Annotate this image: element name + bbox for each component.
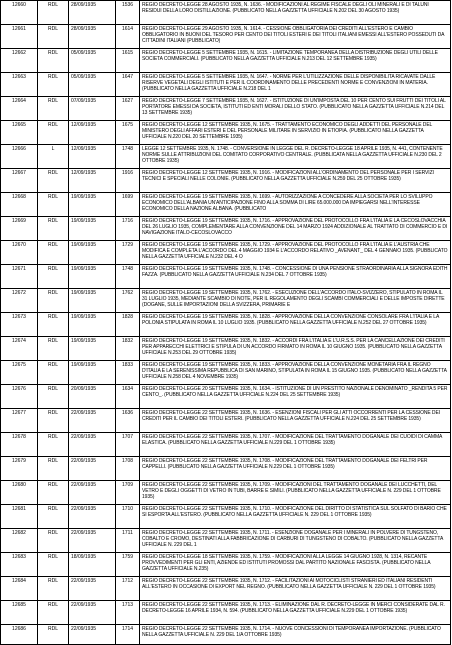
act-date (69, 457, 116, 481)
act-date (69, 337, 116, 361)
row-number-text: 12664 (12, 98, 26, 104)
row-number (1, 361, 38, 385)
act-code (116, 1, 140, 25)
act-date (69, 625, 116, 645)
act-code-text: 1762 (121, 290, 134, 296)
act-date (69, 265, 116, 289)
table-row (1, 25, 451, 49)
act-code (116, 577, 140, 601)
act-description-text: REGIO DECRETO-LEGGE 22 SETTEMBRE 1935, N. 1713. - ELIMINAZIONE DAL R. DECRETO-LEGGE IN MERCI CONSIDERATE DAL R. DECRETO-LEGGE 16 APRILE 1934, N. 594. (PUBBLICATO NELLA GAZZETTA UFFICIALE N.229 DEL 1 OTTOBRE 1935) (142, 602, 445, 614)
act-type (38, 193, 69, 217)
act-date (69, 121, 116, 145)
act-description (140, 265, 451, 289)
act-type-text: L (51, 146, 55, 152)
act-date (69, 313, 116, 337)
act-type-text: RDL (47, 506, 58, 512)
row-number (1, 145, 38, 169)
act-date-text: 22/09/1935 (71, 602, 97, 608)
act-type-text: RDL (47, 266, 58, 272)
act-type-text: RDL (47, 122, 58, 128)
act-type-text: RDL (47, 554, 58, 560)
act-date (69, 529, 116, 553)
act-description (140, 97, 451, 121)
act-description (140, 385, 451, 409)
table-row (1, 193, 451, 217)
act-type-text: RDL (47, 602, 58, 608)
act-type-text: RDL (47, 626, 58, 632)
act-date-text: 19/09/1935 (71, 362, 97, 368)
act-description-text: REGIO DECRETO-LEGGE 5 SETTEMBRE 1935, N. 1647. - NORME PER L'UTILIZZAZIONE DELLE DISPONIBILITA RICAVATE DALLE RISERVE VEGETALI DEGLI ISTITUTI E PER IL COORDINAMENTO DELLE PRECEDENTI NORME E CONVENZIONI IN MATERIA. (PUBBLICATO NELLA GAZZETTA UFFICIALE N.218 DEL 1 (142, 74, 436, 92)
act-code (116, 289, 140, 313)
act-description-text: REGIO DECRETO-LEGGE 12 SETTEMBRE 1935, N. 1916. - MODIFICAZIONI ALL'ORDINAMENTO DEL PERSONALE PER I SERVIZI TECNICI E SPECIALI NELLE COLONIE. (PUBBLICATO NELLA GAZZETTA UFFICIALE N.259 DEL 25 OTTOBRE 1935) (142, 170, 434, 182)
act-date-text: 18/09/1935 (71, 554, 97, 560)
act-date-text: 22/09/1935 (71, 482, 97, 488)
act-type (38, 409, 69, 433)
act-date-text: 12/09/1935 (71, 122, 97, 128)
table-row (1, 481, 451, 505)
act-code (116, 601, 140, 625)
act-type-text: RDL (47, 50, 58, 56)
table-row (1, 241, 451, 265)
act-code-text: 1759 (121, 554, 134, 560)
row-number-text: 12684 (12, 578, 26, 584)
table-row (1, 361, 451, 385)
row-number (1, 505, 38, 529)
act-description-text: REGIO DECRETO-LEGGE 22 SETTEMBRE 1935, N. 1710. - MODIFICAZIONE DEL DIRITTO DI STATISTICA SUL SOLFATO DI BARIO CHE SI ESPORTA ALL'ESTERO. (PUBBLICATO NELLA GAZZETTA UFFICIALE N. 229 DEL 1 OTTOBRE 1935) (142, 506, 447, 518)
row-number-text: 12679 (12, 458, 26, 464)
act-description-text: REGIO DECRETO-LEGGE 19 SETTEMBRE 1935, N. 1748. - CONCESSIONE DI UNA PENSIONE STRAORDINARIA ALLA SIGNORA EDITH FAZZA. (PUBBLICATO NELLA GAZZETTA UFFICIALE N.234 DEL 7 OTTOBRE 1935) (142, 266, 448, 278)
row-number-text: 12673 (12, 314, 26, 320)
act-description (140, 625, 451, 645)
act-date (69, 49, 116, 73)
row-number-text: 12674 (12, 338, 26, 344)
act-type (38, 553, 69, 577)
row-number (1, 457, 38, 481)
act-date-text: 22/09/1935 (71, 506, 97, 512)
act-type-text: RDL (47, 194, 58, 200)
act-description (140, 145, 451, 169)
act-type (38, 385, 69, 409)
table-row (1, 553, 451, 577)
table-row (1, 457, 451, 481)
act-description-text: REGIO DECRETO-LEGGE 18 SETTEMBRE 1935, N. 1759. - MODIFICAZIONI ALLA LEGGE 14 GIUGNO 1928, N. 1314, RECANTE PROVVEDIMENTI PER GLI ENTI, AZIENDE ED ISTITUTI PROMOSSI DAL PARTITO NAZIONALE FASCISTA. (PUBBLICATO NELLA GAZZETTA UFFICIALE N.235) (142, 554, 431, 572)
act-type (38, 337, 69, 361)
act-type (38, 217, 69, 241)
act-date (69, 145, 116, 169)
row-number-text: 12676 (12, 386, 26, 392)
act-code-text: 1636 (121, 410, 134, 416)
act-code (116, 337, 140, 361)
table-row (1, 289, 451, 313)
act-code-text: 1716 (121, 218, 134, 224)
act-type (38, 169, 69, 193)
table-row (1, 169, 451, 193)
act-date (69, 409, 116, 433)
row-number-text: 12670 (12, 242, 26, 248)
act-type-text: RDL (47, 170, 58, 176)
row-number (1, 313, 38, 337)
act-description (140, 313, 451, 337)
row-number-text: 12660 (12, 2, 26, 8)
act-date (69, 217, 116, 241)
act-date-text: 22/09/1935 (71, 626, 97, 632)
act-type (38, 1, 69, 25)
act-date-text: 19/09/1935 (71, 338, 97, 344)
act-type (38, 145, 69, 169)
table-row (1, 145, 451, 169)
act-code-text: 1710 (121, 506, 134, 512)
act-date (69, 481, 116, 505)
act-description (140, 433, 451, 457)
row-number (1, 625, 38, 645)
act-description-text: LEGGE 12 SETTEMBRE 1935, N. 1748. - CONVERSIONE IN LEGGE DEL R. DECRETO-LEGGE 18 APRILE 1935, N. 441, CONTENENTE NORME SULLE ATTRIBUZIONI DEL COMITATO CORPORATIVO CENTRALE. (PUBBLICATA NELLA GAZZETTA UFFICIALE N.230 DEL 2 OTTOBRE 1935) (142, 146, 443, 164)
row-number-text: 12677 (12, 410, 26, 416)
act-code (116, 409, 140, 433)
act-type-text: RDL (47, 218, 58, 224)
table-row (1, 121, 451, 145)
act-date-text: 22/09/1935 (71, 458, 97, 464)
act-description-text: REGIO DECRETO-LEGGE 22 SETTEMBRE 1935, N. 1708. - MODIFICAZIONE DEL TRATTAMENTO DOGANALE DEI FELTRI PER CAPPELLI. (PUBBLICATO NELLA GAZZETTA UFFICIALE N.229 DEL 1 OTTOBRE 1935) (142, 458, 428, 470)
act-code-text: 1729 (121, 242, 134, 248)
act-type (38, 601, 69, 625)
act-code (116, 241, 140, 265)
act-date-text: 19/09/1935 (71, 266, 97, 272)
table-row (1, 529, 451, 553)
act-description-text: REGIO DECRETO-LEGGE 22 SETTEMBRE 1935, N. 1712. - FACILITAZIONI AI MOTOCICLISTI STRANIERI ED ITALIANI RESIDENTI ALL'ESTERO IN OCCASIONE DI EXPORT NEL REGNO. (PUBBLICATO NELLA GAZZETTA UFFICIALE N. 229 DEL 1 OTTOBRE 1935) (142, 578, 436, 590)
act-date-text: 19/09/1935 (71, 242, 97, 248)
act-description-text: REGIO DECRETO-LEGGE 22 SETTEMBRE 1935, N. 1714. - NUOVE CONCESSIONI DI TEMPORANEA IMPORTAZIONE. (PUBBLICATO NELLA GAZZETTA UFFICIALE N. 229 DEL 1/A OTTOBRE 1935) (142, 626, 441, 638)
act-description (140, 361, 451, 385)
table-row (1, 265, 451, 289)
act-date (69, 193, 116, 217)
act-type-text: RDL (47, 434, 58, 440)
act-description (140, 73, 451, 97)
row-number (1, 577, 38, 601)
act-code (116, 361, 140, 385)
act-date (69, 1, 116, 25)
row-number (1, 529, 38, 553)
act-date-text: 22/09/1935 (71, 530, 97, 536)
act-type-text: RDL (47, 314, 58, 320)
act-type (38, 361, 69, 385)
act-date (69, 97, 116, 121)
act-date-text: 19/09/1935 (71, 290, 97, 296)
act-code (116, 505, 140, 529)
row-number (1, 25, 38, 49)
table-row (1, 97, 451, 121)
act-code-text: 1832 (121, 338, 134, 344)
row-number-text: 12682 (12, 530, 26, 536)
act-type (38, 25, 69, 49)
act-code (116, 145, 140, 169)
act-date (69, 73, 116, 97)
act-type (38, 49, 69, 73)
table-row (1, 505, 451, 529)
act-description (140, 409, 451, 433)
act-type-text: RDL (47, 26, 58, 32)
act-code-text: 1828 (121, 314, 134, 320)
act-type (38, 73, 69, 97)
act-code (116, 481, 140, 505)
act-code (116, 217, 140, 241)
row-number (1, 217, 38, 241)
act-description (140, 289, 451, 313)
act-type (38, 97, 69, 121)
act-date (69, 385, 116, 409)
act-code-text: 1833 (121, 362, 134, 368)
act-type-text: RDL (47, 2, 58, 8)
act-description-text: REGIO DECRETO-LEGGE 29 AGOSTO 1935, N. 1614. - CESSIONE OBBLIGATORIA DEI CREDITI ALL'ESTERO E CAMBIO OBBLIGATORIO IN BUONI DEL TESORO PER CENTO DEI TITOLI ESTERI E DEI TITOLI ITALIANI EMESSI ALL'ESTERO POSSEDUTI DA CITTADINI ITALIANI (PUBBLICATO) (142, 26, 445, 44)
act-type (38, 433, 69, 457)
act-description (140, 25, 451, 49)
act-date-text: 22/09/1935 (71, 578, 97, 584)
act-code-text: 1707 (121, 434, 134, 440)
act-description-text: REGIO DECRETO-LEGGE 19 SETTEMBRE 1935, N. 1729. - APPROVAZIONE DEL PROTOCOLLO FRA L'ITALIA E L'AUSTRIA CHE MODIFICA E COMPLETA L'ACCORDO DEL 4 MAGGIO 1934 E L'ACCORDO RELATIVO _AVENANT_ DEL 4 GENNAIO 1935. (PUBBLICATO NELLA GAZZETTA UFFICIALE N.232 DEL 4 O (142, 242, 448, 260)
act-description (140, 457, 451, 481)
act-date-text: 07/09/1935 (71, 98, 97, 104)
row-number (1, 193, 38, 217)
act-description (140, 505, 451, 529)
act-type-text: RDL (47, 74, 58, 80)
act-description-text: REGIO DECRETO-LEGGE 5 SETTEMBRE 1935, N. 1615. - LIMITAZIONE TEMPORANEA DELLA DISTRIBUZIONE DEGLI UTILI DELLE SOCIETA COMMERCIALI. (PUBBLICATO NELLA GAZZETTA UFFICIALE N.213 DEL 12 SETTEMBRE 1935) (142, 50, 438, 62)
row-number (1, 385, 38, 409)
act-code (116, 97, 140, 121)
act-date-text: 12/09/1935 (71, 170, 97, 176)
act-date-text: 28/09/1935 (71, 26, 97, 32)
act-code (116, 433, 140, 457)
act-description (140, 529, 451, 553)
table-row (1, 217, 451, 241)
act-type (38, 625, 69, 645)
act-code-text: 1614 (121, 26, 134, 32)
row-number-text: 12669 (12, 218, 26, 224)
act-type (38, 241, 69, 265)
act-description-text: REGIO DECRETO-LEGGE 20 SETTEMBRE 1935, N. 1634. - ISTITUZIONE DI UN PRESTITO NAZIONALE DENOMINATO _RENDITA 5 PER CENTO_. (PUBBLICATO NELLA GAZZETTA UFFICIALE N.224 DEL 25 SETTEMBRE 1935) (142, 386, 448, 398)
act-code (116, 169, 140, 193)
act-type-text: RDL (47, 458, 58, 464)
act-description-text: REGIO DECRETO-LEGGE 19 SETTEMBRE 1935, N. 1716. - APPROVAZIONE DEL PROTOCOLLO FRA L'ITALIA E LA CECOSLOVACCHIA DEL 26 LUGLIO 1935, COMPLEMENTARE ALLA CONVENZIONE DEL 14 MARZO 1924 ADDIZIONALE AL TRATTATO DI COMMERCIO E DI NAVIGAZIONE ITALO-CECOSLOVACCO (142, 218, 448, 236)
act-code (116, 313, 140, 337)
row-number (1, 169, 38, 193)
row-number-text: 12678 (12, 434, 26, 440)
row-number-text: 12671 (12, 266, 26, 272)
act-date (69, 505, 116, 529)
act-description-text: REGIO DECRETO-LEGGE 28 AGOSTO 1935, N. 1636. - MODIFICAZIONI AL REGIME FISCALE DEGLI OLI MINERALI E DI TALUNI RESIDUI DELLA LORO DISTILLAZIONE. (PUBBLICATO NELLA GAZZETTA UFFICIALE N.202 DEL 30 AGOSTO 1935) (142, 2, 429, 14)
row-number (1, 553, 38, 577)
act-type (38, 313, 69, 337)
act-description (140, 577, 451, 601)
row-number-text: 12686 (12, 626, 26, 632)
act-code-text: 1916 (121, 170, 134, 176)
row-number-text: 12666 (12, 146, 26, 152)
act-code (116, 49, 140, 73)
act-code (116, 73, 140, 97)
act-date-text: 19/09/1935 (71, 194, 97, 200)
act-date (69, 553, 116, 577)
row-number-text: 12667 (12, 170, 26, 176)
act-description-text: REGIO DECRETO-LEGGE 19 SETTEMBRE 1935, N. 1699. - AUTORIZZAZIONE A CONCEDERE ALLA SOCIETA PER LO SVILUPPO ECONOMICO DELL'ALBANIA UN'ANTICIPAZIONE FINO ALLA SOMMA DI LIRE 65.000.000 DA IMPIEGARSI NELL'INTERESSE ECONOMICO DELLA NAZIONE ALBANA. (PUBBLICATO (142, 194, 433, 212)
act-code (116, 625, 140, 645)
act-type-text: RDL (47, 482, 58, 488)
act-type (38, 289, 69, 313)
act-date (69, 577, 116, 601)
act-description (140, 217, 451, 241)
act-description-text: REGIO DECRETO-LEGGE 19 SETTEMBRE 1935, N. 1828. - APPROVAZIONE DELLA CONVENZIONE CONSOLARE FRA L'ITALIA E LA POLONIA STIPULATA IN ROMA IL 10 LUGLIO 1935. (PUBBLICATO NELLA GAZZETTA UFFICIALE N.252 DEL 27 OTTOBRE 1935) (142, 314, 439, 326)
act-description (140, 337, 451, 361)
row-number (1, 601, 38, 625)
act-code-text: 1713 (121, 602, 134, 608)
row-number-text: 12661 (12, 26, 26, 32)
act-date-text: 12/09/1935 (71, 146, 97, 152)
act-date (69, 601, 116, 625)
act-date-text: 19/09/1935 (71, 218, 97, 224)
act-code (116, 121, 140, 145)
table-row (1, 433, 451, 457)
act-description-text: REGIO DECRETO-LEGGE 22 SETTEMBRE 1935, N. 1709. - MODIFICAZIONI DEL TRATTAMENTO DOGANALE DEI LUCCHETTI, DEL VETRO E DEGLI OGGETTI DI VETRO IN TUBI, BARRE E SIMILI. (PUBBLICATO NELLA GAZZETTA UFFICIALE N. 229 DEL 1 OTTOBRE 1935) (142, 482, 441, 500)
row-number-text: 12680 (12, 482, 26, 488)
row-number-text: 12672 (12, 290, 26, 296)
row-number (1, 121, 38, 145)
row-number-text: 12668 (12, 194, 26, 200)
act-date-text: 22/09/1935 (71, 410, 97, 416)
act-code-text: 1699 (121, 194, 134, 200)
act-code-text: 1714 (121, 626, 134, 632)
act-code-text: 1634 (121, 386, 134, 392)
act-type-text: RDL (47, 386, 58, 392)
act-date (69, 361, 116, 385)
table-row (1, 601, 451, 625)
row-number (1, 73, 38, 97)
act-code-text: 1647 (121, 74, 134, 80)
table-row (1, 313, 451, 337)
act-type-text: RDL (47, 578, 58, 584)
act-description (140, 601, 451, 625)
act-description-text: REGIO DECRETO-LEGGE 22 SETTEMBRE 1935, N. 1636. - ESENZIONI FISCALI PER GLI ATTI OCCORRENTI PER LA CESSIONE DEI CREDITI PER IL CAMBIO DEI TITOLI ESTERI. (PUBBLICATO NELLA GAZZETTA UFFICIALE N.224 DEL 25 SETTEMBRE 1935) (142, 410, 440, 422)
table-row (1, 1, 451, 25)
act-code (116, 265, 140, 289)
row-number (1, 1, 38, 25)
table-row (1, 73, 451, 97)
act-type-text: RDL (47, 242, 58, 248)
act-type (38, 481, 69, 505)
row-number (1, 481, 38, 505)
act-code-text: 1712 (121, 578, 134, 584)
act-date (69, 169, 116, 193)
act-code (116, 25, 140, 49)
act-code-text: 1708 (121, 458, 134, 464)
act-description (140, 193, 451, 217)
row-number (1, 265, 38, 289)
act-date (69, 241, 116, 265)
act-code-text: 1748 (121, 146, 134, 152)
act-date (69, 433, 116, 457)
act-description-text: REGIO DECRETO-LEGGE 12 SETTEMBRE 1935, N. 1675. - TRATTAMENTO ECONOMICO DEGLI ADDETTI DEL PERSONALE DEL MINISTERO DEGLI AFFARI ESTERI E DEL PERSONALE MILITARE IN SERVIZIO IN ETIOPIA. (PUBBLICATO NELLA GAZZETTA UFFICIALE N.220 DEL 20 SETTEMBRE 1935) (142, 122, 433, 140)
act-code-text: 1711 (122, 530, 133, 536)
act-date-text: 20/09/1935 (71, 386, 97, 392)
row-number-text: 12663 (12, 74, 26, 80)
act-type (38, 529, 69, 553)
act-description-text: REGIO DECRETO-LEGGE 19 SETTEMBRE 1935, N. 1832. - ACCORDI FRA L'ITALIA E L'U.R.S.S. PER LA CANCELLAZIONE DEI CREDITI PER APPARECCHI ELETTRICI E STIPULA DI UN ACCORDO FIRMATO IN ROMA IL 10 GIUGNO 1935. (PUBBLICATO NELLA GAZZETTA UFFICIALE N.253 DEL 29 OTTOBRE 1935) (142, 338, 445, 356)
act-code-text: 1615 (121, 50, 134, 56)
act-date-text: 19/09/1935 (71, 314, 97, 320)
act-date-text: 05/09/1935 (71, 74, 97, 80)
act-description (140, 553, 451, 577)
act-description-text: REGIO DECRETO-LEGGE 22 SETTEMBRE 1935, N. 1711. - ESENZIONE DOGANALE PER I MINERALI IN POLVERE DI TUNGSTENO, COBALTO E CROMO, DESTINATI ALLA FABBRICAZIONE DI CARBURI DI TUNGSTENO DI COBALTO. (PUBBLICATO NELLA GAZZETTA UFFICIALE N. 229 DEL 1 (142, 530, 443, 548)
row-number-text: 12665 (12, 122, 26, 128)
act-type (38, 505, 69, 529)
row-number (1, 409, 38, 433)
act-type (38, 121, 69, 145)
act-type-text: RDL (47, 290, 58, 296)
act-description (140, 121, 451, 145)
act-date-text: 05/09/1935 (71, 50, 97, 56)
act-date-text: 22/09/1935 (71, 434, 97, 440)
row-number (1, 289, 38, 313)
row-number (1, 337, 38, 361)
table-row (1, 337, 451, 361)
row-number-text: 12685 (12, 602, 26, 608)
row-number (1, 49, 38, 73)
act-date (69, 289, 116, 313)
act-code-text: 1536 (121, 2, 134, 8)
act-description (140, 241, 451, 265)
row-number (1, 97, 38, 121)
row-number (1, 241, 38, 265)
act-type (38, 265, 69, 289)
act-code-text: 1748 (121, 266, 134, 272)
act-date-text: 28/09/1935 (71, 2, 97, 8)
act-description-text: REGIO DECRETO-LEGGE 22 SETTEMBRE 1935, N. 1707. - MODIFICAZIONE DEL TRATTAMENTO DOGANALE DEI CUOIDI DI CAMMA ELASTICA. (PUBBLICATO NELLA GAZZETTA UFFICIALE N.229 DEL 1 OTTOBRE 1935) (142, 434, 443, 446)
act-code (116, 457, 140, 481)
table-row (1, 625, 451, 645)
row-number (1, 433, 38, 457)
act-type-text: RDL (47, 338, 58, 344)
act-description (140, 1, 451, 25)
act-code (116, 385, 140, 409)
row-number-text: 12662 (12, 50, 26, 56)
act-description-text: REGIO DECRETO-LEGGE 19 SETTEMBRE 1935, N. 1833. - APPROVAZIONE DELLA CONVENZIONE MONETARIA FRA IL REGNO D'ITALIA E LA SERENISSIMA REPUBBLICA DI SAN MARINO, STIPULATA IN ROMA IL 15 GIUGNO 1935. (PUBBLICATO NELLA GAZZETTA UFFICIALE N.258 DEL 4 NOVEMBRE 1935) (142, 362, 447, 380)
row-number-text: 12675 (12, 362, 26, 368)
act-type (38, 577, 69, 601)
act-date (69, 25, 116, 49)
act-code-text: 1709 (121, 482, 134, 488)
row-number-text: 12683 (12, 554, 26, 560)
act-description (140, 49, 451, 73)
act-type (38, 457, 69, 481)
act-type-text: RDL (47, 362, 58, 368)
act-code (116, 553, 140, 577)
act-type-text: RDL (47, 410, 58, 416)
table-row (1, 577, 451, 601)
table-row (1, 385, 451, 409)
act-code (116, 193, 140, 217)
act-type-text: RDL (47, 530, 58, 536)
row-number-text: 12681 (12, 506, 26, 512)
act-code-text: 1675 (121, 122, 134, 128)
act-code-text: 1627 (121, 98, 134, 104)
act-description-text: REGIO DECRETO-LEGGE 7 SETTEMBRE 1935, N. 1627. - ISTITUZIONE DI UN'IMPOSTA DEL 10 PER CENTO SUI FRUTTI DEI TITOLI AL PORTATORE EMESSI DA SOCIETA, ISTITUTI ED ENTI MORALI DELLO STATO. (PUBBLICATO NELLA GAZZETTA UFFICIALE N.214 DEL 13 SETTEMBRE 1935) (142, 98, 446, 116)
act-description-text: REGIO DECRETO-LEGGE 19 SETTEMBRE 1935, N. 1762. - ESECUZIONE DELL'ACCORDO ITALO-SVIZZERO, STIPULATO IN ROMA IL 31 LUGLIO 1935, MEDIANTE SCAMBIO DI NOTE, PER IL REGOLAMENTO DEGLI SCAMBI COMMERCIALI E DELLE IMPOSTE DIRETTE (DOGANE, SULLE IMPORTAZIONI DELLA SVIZZERA, PRIMARIE E (142, 290, 445, 308)
act-code (116, 529, 140, 553)
act-type-text: RDL (47, 98, 58, 104)
act-description (140, 481, 451, 505)
act-description (140, 169, 451, 193)
table-row (1, 409, 451, 433)
register-body (1, 1, 451, 645)
table-row (1, 49, 451, 73)
